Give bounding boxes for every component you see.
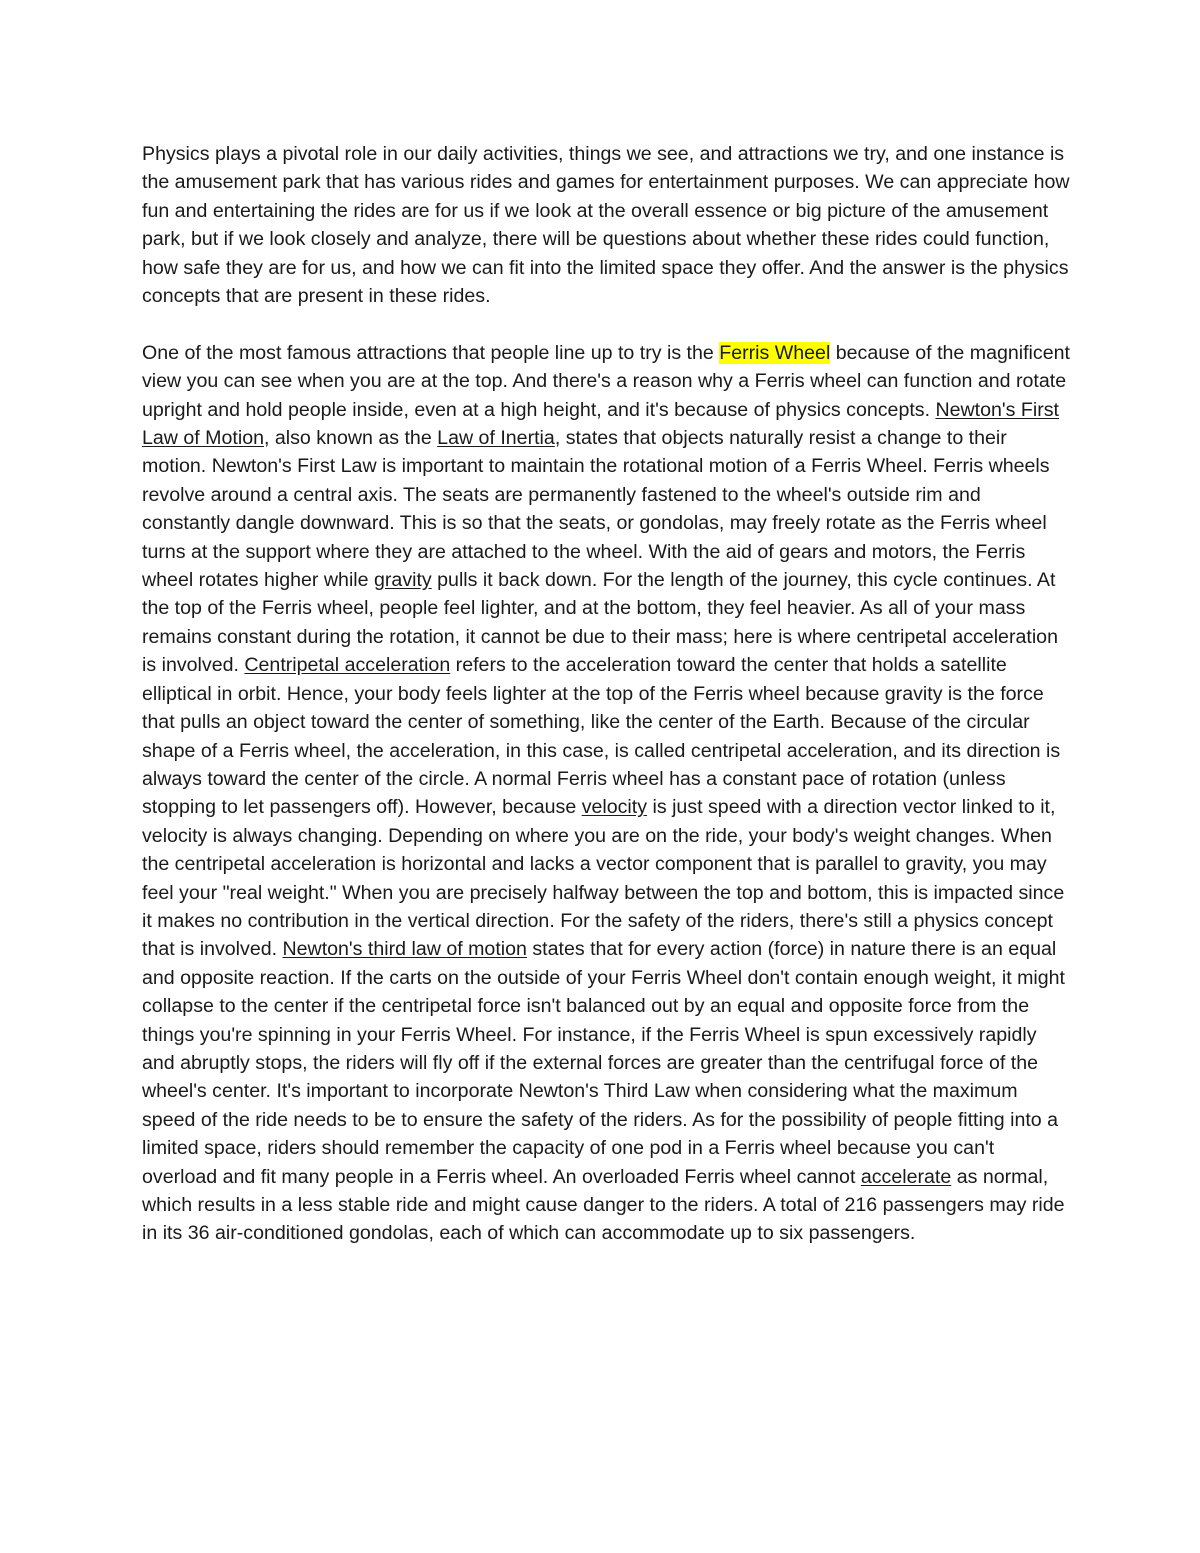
link-velocity[interactable]: velocity: [581, 796, 648, 819]
link-newtons-first-law[interactable]: Newton's First Law of Motion: [142, 398, 1059, 450]
link-gravity[interactable]: gravity: [374, 569, 432, 592]
text-run: One of the most famous attractions that people line up to try is the: [142, 341, 720, 364]
text-run: , also known as the: [263, 427, 438, 450]
link-newtons-third-law[interactable]: Newton's third law of motion: [282, 938, 527, 961]
link-law-of-inertia[interactable]: Law of Inertia: [437, 427, 555, 450]
paragraph-intro: Physics plays a pivotal role in our daily activities, things we see, and attractions we try, and one instance is the amusement park that has various rides and games for entertainment purposes. We can appreciate how fun and entertaining the rides are for us if we look at the overall essence or big picture of the amusement park, but if we look closely and analyze, there will be questions about whether these rides could function, how safe they are for us, and how we can fit into the limited space they offer. And the answer is the physics concepts that are present in these rides.: [142, 143, 1070, 308]
text-run: pulls it back down. For the length of the journey, this cycle continues. At the top of the Ferris wheel, people feel lighter, and at the bottom, they feel heavier. As all of your mass remains constant during the rotation, it cannot be due to their mass; here is where centripetal acceleration is involved.: [142, 569, 1058, 677]
text-run: states that for every action (force) in nature there is an equal and opposite reaction. If the carts on the outside of your Ferris Wheel don't contain enough weight, it might collapse to the center if the centripetal force isn't balanced out by an equal and opposite force from the things you're spinning in your Ferris Wheel. For instance, if the Ferris Wheel is spun excessively rapidly and abruptly stops, the riders will fly off if the external forces are greater than the centrifugal force of the wheel's center. It's important to incorporate Newton's Third Law when considering what the maximum speed of the ride needs to be to ensure the safety of the riders. As for the possibility of people fitting into a limited space, riders should remember the capacity of one pod in a Ferris wheel because you can't overload and fit many people in a Ferris wheel. An overloaded Ferris wheel cannot: [142, 938, 1066, 1188]
text-run: refers to the acceleration toward the center that holds a satellite elliptical in orbit. Hence, your body feels lighter at the top of the Ferris wheel because gravity is the force that pulls an object toward the center of something, like the center of the Earth. Because of the circular shape of a Ferris wheel, the acceleration, in this case, is called centripetal acceleration, and its direction is always toward the center of the circle. A normal Ferris wheel has a constant pace of rotation (unless stopping to let passengers off). However, because: [142, 654, 1061, 819]
highlighted-term-ferris-wheel: Ferris Wheel: [719, 341, 831, 364]
link-accelerate[interactable]: accelerate: [860, 1165, 952, 1188]
text-run: because of the magnificent view you can see when you are at the top. And there's a reason why a Ferris wheel can function and rotate upright and hold people inside, even at a high height, and it's because of physics concepts.: [142, 341, 1070, 421]
text-run: is just speed with a direction vector linked to it, velocity is always changing. Depending on where you are on the ride, your body's weight changes. When the centripetal acceleration is horizontal and lacks a vector component that is parallel to gravity, you may feel your "real weight." When you are precisely halfway between the top and bottom, this is impacted since it makes no contribution in the vertical direction. For the safety of the riders, there's still a physics concept that is involved.: [142, 796, 1065, 961]
text-run: , states that objects naturally resist a change to their motion. Newton's First Law is important to maintain the rotational motion of a Ferris Wheel. Ferris wheels revolve around a central axis. The seats are permanently fastened to the wheel's outside rim and constantly dangle downward. This is so that the seats, or gondolas, may freely rotate as the Ferris wheel turns at the support where they are attached to the wheel. With the aid of gears and motors, the Ferris wheel rotates higher while: [142, 427, 1050, 592]
paragraph-ferris-wheel: [142, 339, 1072, 1248]
document-body: [142, 140, 1072, 1248]
link-centripetal-acceleration[interactable]: Centripetal acceleration: [244, 654, 451, 677]
text-run: as normal, which results in a less stable ride and might cause danger to the riders. A total of 216 passengers may ride in its 36 air-conditioned gondolas, each of which can accommodate up to six passengers.: [142, 1165, 1065, 1245]
